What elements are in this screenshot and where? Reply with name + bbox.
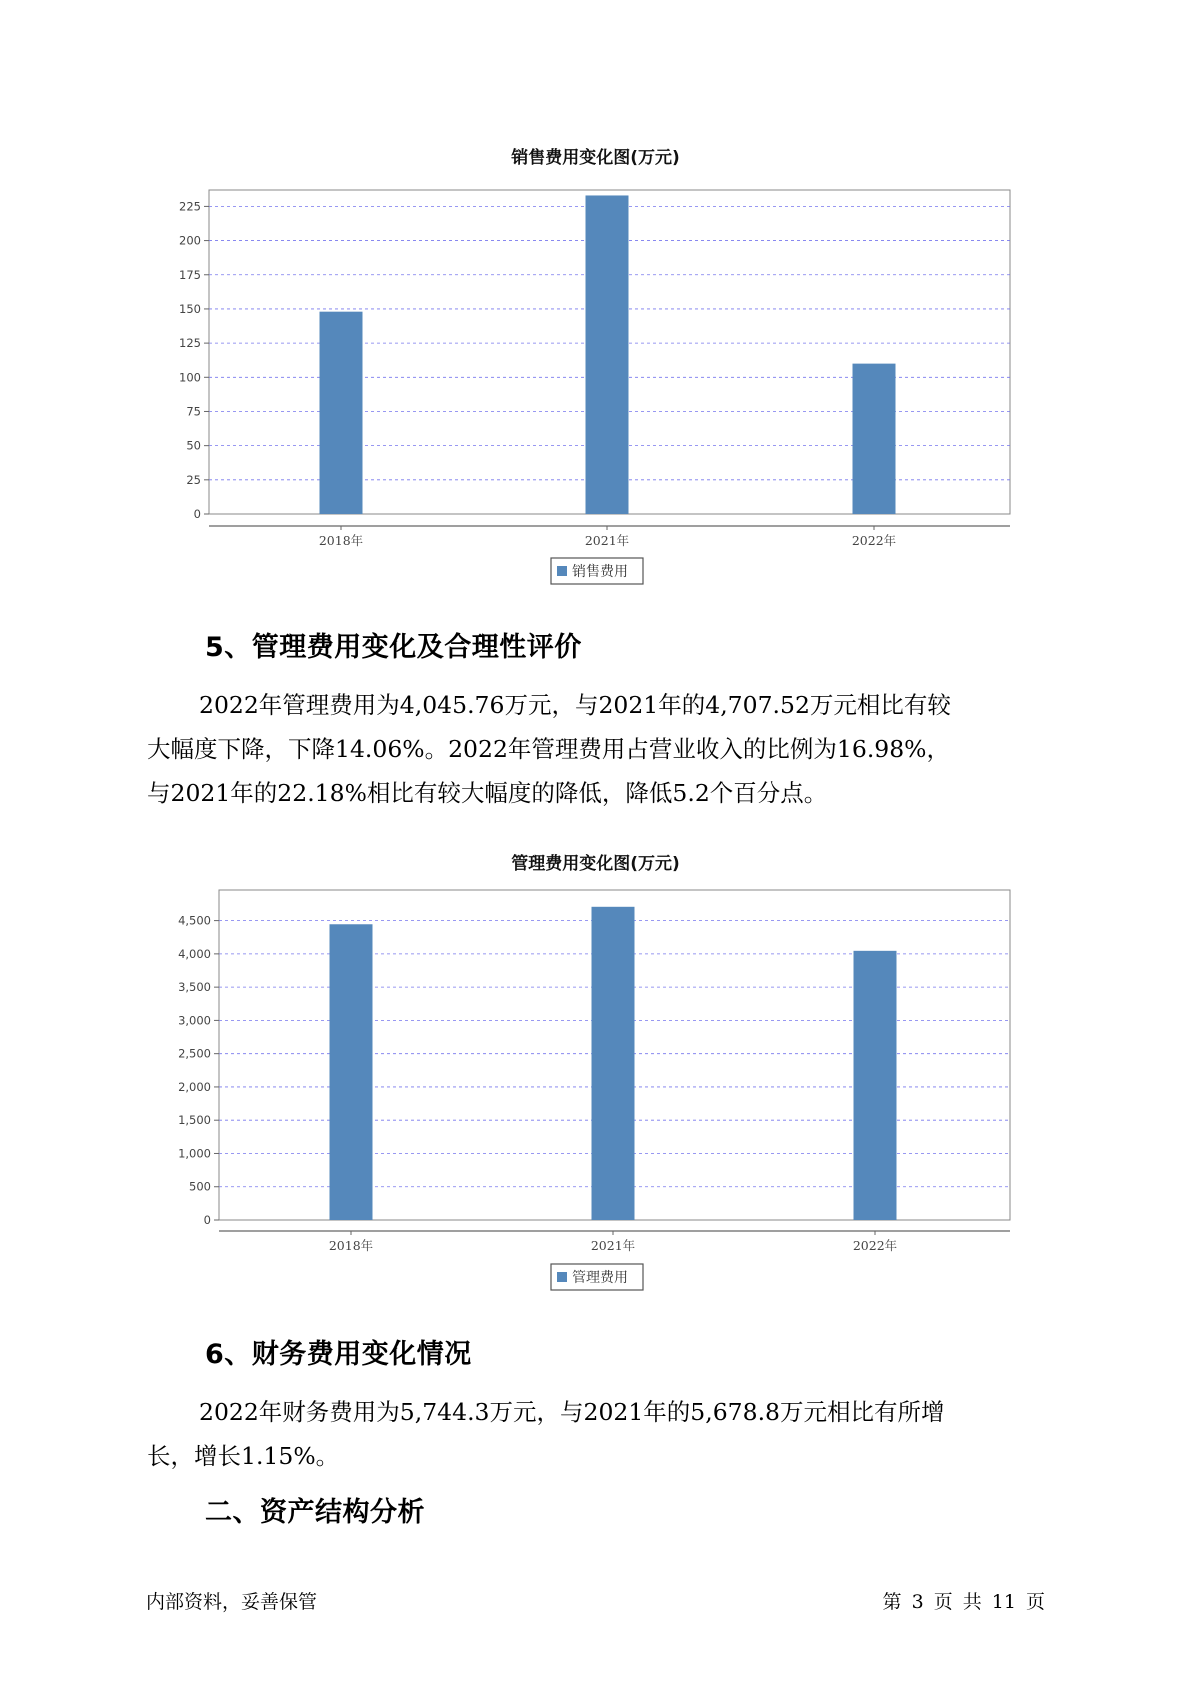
y-tick-label: 50 <box>186 438 201 453</box>
x-tick-label: 2021年 <box>584 533 630 548</box>
y-tick-label: 125 <box>179 336 201 351</box>
y-tick-label: 0 <box>193 507 201 521</box>
section-two-heading: 二、资产结构分析 <box>205 1497 425 1528</box>
legend-label: 管理费用 <box>572 1270 628 1286</box>
y-tick-label: 150 <box>179 301 201 316</box>
legend-swatch <box>557 1272 567 1282</box>
x-tick-label: 2022年 <box>852 1238 898 1253</box>
section-6-paragraph <box>147 1390 1047 1478</box>
y-tick-label: 0 <box>203 1213 211 1227</box>
y-tick-label: 3,000 <box>178 1013 211 1028</box>
x-tick-label: 2018年 <box>318 533 364 548</box>
y-tick-label: 2,000 <box>178 1079 211 1094</box>
y-tick-label: 75 <box>186 404 201 419</box>
y-tick-label: 2,500 <box>178 1046 211 1061</box>
section-5-heading: 5、管理费用变化及合理性评价 <box>205 632 582 663</box>
x-tick-label: 2018年 <box>328 1238 374 1253</box>
footer-page-number: 第 3 页 共 11 页 <box>882 1591 1045 1613</box>
legend-label: 销售费用 <box>572 564 628 580</box>
y-tick-label: 225 <box>179 199 201 214</box>
y-tick-label: 1,500 <box>178 1113 211 1128</box>
x-tick-label: 2022年 <box>851 533 897 548</box>
section-5-line-1: 2022年管理费用为4,045.76万元，与2021年的4,707.52万元相比有较 <box>199 691 951 719</box>
y-tick-label: 100 <box>179 370 201 385</box>
y-tick-label: 200 <box>179 233 201 248</box>
x-tick-label: 2021年 <box>590 1238 636 1253</box>
chart-title-sales: 销售费用变化图(万元) <box>511 148 680 168</box>
chart-title-admin: 管理费用变化图(万元) <box>511 854 680 874</box>
section-6-heading: 6、财务费用变化情况 <box>205 1339 472 1370</box>
y-tick-label: 4,500 <box>178 913 211 928</box>
bar <box>592 907 635 1220</box>
section-6-line-2: 长，增长1.15%。 <box>147 1442 340 1470</box>
section-5-line-3: 与2021年的22.18%相比有较大幅度的降低，降低5.2个百分点。 <box>147 779 828 807</box>
y-tick-label: 4,000 <box>178 946 211 961</box>
y-tick-label: 500 <box>189 1179 211 1194</box>
y-tick-label: 1,000 <box>178 1146 211 1161</box>
y-tick-label: 175 <box>179 267 201 282</box>
y-tick-label: 3,500 <box>178 980 211 995</box>
legend <box>551 1264 643 1290</box>
bar <box>854 951 897 1220</box>
section-5-line-2: 大幅度下降，下降14.06%。2022年管理费用占营业收入的比例为16.98%， <box>147 735 951 763</box>
section-6-line-1: 2022年财务费用为5,744.3万元，与2021年的5,678.8万元相比有所增 <box>199 1398 945 1426</box>
footer-confidential-note: 内部资料，妥善保管 <box>146 1591 318 1613</box>
bar <box>330 924 373 1220</box>
y-tick-label: 25 <box>186 472 201 487</box>
